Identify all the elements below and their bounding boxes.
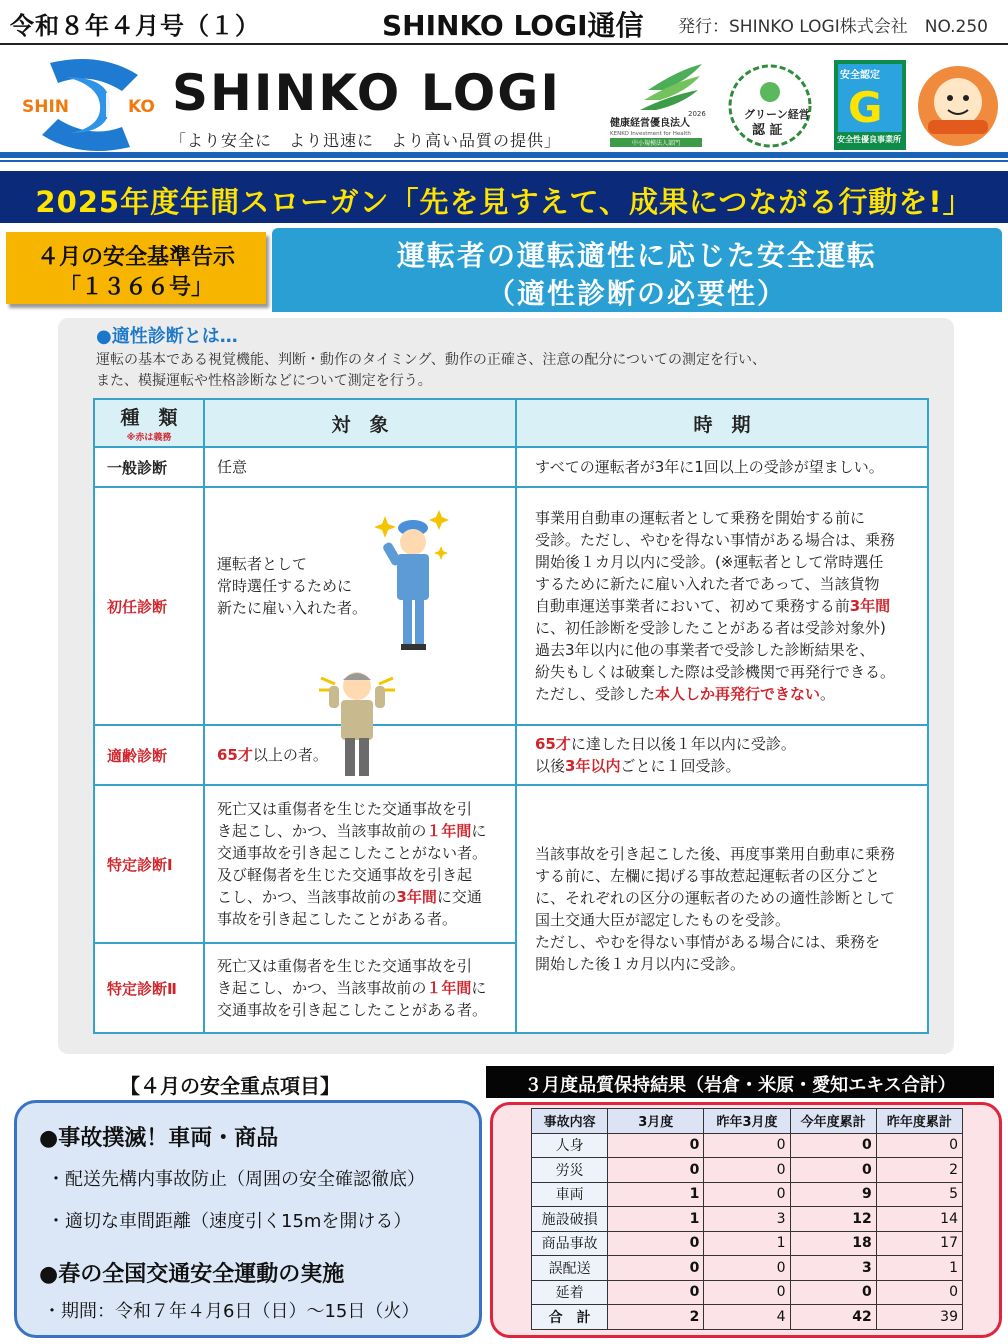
row-label: 合 計 bbox=[532, 1305, 608, 1330]
row-time-line: 開始後１カ月以内に受診。(※運転者として常時選任 bbox=[535, 553, 884, 571]
row-time-line: 過去3年以内に他の事業者で受診した診断結果を、 bbox=[535, 641, 875, 659]
row-value: 39 bbox=[876, 1305, 962, 1330]
row-kind: 特定診断Ⅰ bbox=[94, 785, 204, 943]
row-label: 延着 bbox=[532, 1280, 608, 1305]
row-label: 施設破損 bbox=[532, 1207, 608, 1232]
row-time-line: 紛失もしくは破棄した際は受診機関で再発行できる。 bbox=[535, 663, 896, 681]
row-value: 1 bbox=[608, 1182, 704, 1207]
row-value: 1 bbox=[608, 1207, 704, 1232]
special-diagnosis-time: 当該事故を引き起こした後、再度事業用自動車に乗務 する前に、左欄に掲げる事故惹起運転者の区分ごと に、それぞれの区分の運転者のための適性診断として 国土交通大臣が認定したものを受診。 ただし、やむを得ない事情がある場合には、乗務を 開始した後１カ月以内に受診。 bbox=[516, 785, 928, 1033]
column-header: 昨年度累計 bbox=[876, 1109, 962, 1134]
row-value: 4 bbox=[704, 1305, 790, 1330]
notice-title: 運転者の運転適性に応じた安全運転 bbox=[396, 239, 877, 272]
safety-focus-subitem: ・配送先構内事故防止（周囲の安全確認徹底） bbox=[47, 1169, 425, 1190]
quality-results-heading-bar bbox=[486, 1066, 994, 1098]
row-kind: 一般診断 bbox=[94, 447, 204, 487]
table-row bbox=[532, 1207, 963, 1232]
safety-certified-badge bbox=[834, 60, 906, 150]
row-time-line: するために新たに雇い入れた者であって、当該貨物 bbox=[535, 575, 880, 593]
row-time: すべての運転者が3年に1回以上の受診が望ましい。 bbox=[516, 447, 928, 487]
company-tagline: 「より安全に より迅速に より高い品質の提供」 bbox=[170, 131, 562, 150]
driver-saluting-illustration bbox=[367, 506, 457, 656]
row-value: 1 bbox=[704, 1231, 790, 1256]
senior-worker-illustration bbox=[313, 664, 403, 784]
row-value: 5 bbox=[876, 1182, 962, 1207]
table-row bbox=[532, 1182, 963, 1207]
row-time-line: 受診。ただし、やむを得ない事情がある場合は、乗務 bbox=[535, 531, 896, 549]
divider bbox=[0, 152, 1008, 158]
section-heading: ●適性診断とは… bbox=[96, 326, 238, 347]
table-header-row bbox=[532, 1109, 963, 1134]
row-value: 0 bbox=[608, 1280, 704, 1305]
health-management-badge bbox=[608, 60, 704, 150]
row-value: 17 bbox=[876, 1231, 962, 1256]
row-value: 0 bbox=[608, 1133, 704, 1158]
row-value: 0 bbox=[704, 1256, 790, 1281]
row-value: 14 bbox=[876, 1207, 962, 1232]
health-badge-sub: 中小規模法人部門 bbox=[632, 140, 681, 147]
table-row bbox=[532, 1305, 963, 1330]
health-badge-year: 2026 bbox=[688, 110, 706, 118]
column-header: 昨年3月度 bbox=[704, 1109, 790, 1134]
table-row bbox=[532, 1133, 963, 1158]
table-row bbox=[94, 447, 928, 487]
mascot-badge-icon bbox=[914, 60, 1002, 150]
column-header-kind-note: ※赤は義務 bbox=[126, 433, 172, 443]
table-row bbox=[94, 487, 928, 725]
row-target-line: 運転者として bbox=[217, 555, 308, 573]
row-label: 商品事故 bbox=[532, 1231, 608, 1256]
row-target: 死亡又は重傷者を生じた交通事故を引 き起こし、かつ、当該事故前の１年間に 交通事故を引き起こしたことがない者。 及び軽傷者を生じた交通事故を引き起 こし、かつ、当該事故前の3年間に交通 事故を引き起こしたことがある者。 bbox=[204, 785, 516, 943]
notice-subtitle: （適性診断の必要性） bbox=[486, 277, 787, 310]
safety-badge-letter: G bbox=[848, 83, 883, 132]
table-header-row bbox=[94, 399, 928, 447]
diagnosis-table bbox=[93, 398, 929, 1034]
column-header-kind-label: 種 類 bbox=[120, 407, 178, 429]
divider bbox=[0, 160, 1008, 162]
safety-focus-item: ●事故撲滅！車両・商品 bbox=[39, 1126, 279, 1151]
company-logo-mark bbox=[10, 57, 170, 153]
row-value: 0 bbox=[704, 1182, 790, 1207]
row-time-line: に、初任診断を受診したことがある者は受診対象外) bbox=[535, 619, 886, 637]
table-row bbox=[532, 1280, 963, 1305]
row-value: 42 bbox=[790, 1305, 876, 1330]
column-header: 3月度 bbox=[608, 1109, 704, 1134]
quality-results-heading: ３月度品質保持結果（岩倉・米原・愛知エキス合計） bbox=[524, 1075, 956, 1096]
row-target-line: 新たに雇い入れた者。 bbox=[217, 599, 368, 617]
row-target: 65才以上の者。 bbox=[204, 725, 516, 785]
row-kind: 初任診断 bbox=[94, 487, 204, 725]
row-value: 2 bbox=[876, 1158, 962, 1183]
issue-label: 令和８年４月号（１） bbox=[10, 12, 260, 40]
row-label: 車両 bbox=[532, 1182, 608, 1207]
row-target bbox=[204, 487, 516, 725]
table-row bbox=[532, 1158, 963, 1183]
health-badge-en: KENKO Investment for Health bbox=[610, 131, 691, 137]
safety-focus-heading: 【４月の安全重点項目】 bbox=[120, 1074, 340, 1098]
row-value: 0 bbox=[876, 1133, 962, 1158]
green-management-badge bbox=[720, 60, 820, 150]
safety-badge-title: 安全認定 bbox=[840, 70, 880, 81]
newsletter-title: SHINKO LOGI通信 bbox=[382, 9, 644, 42]
notice-title-banner bbox=[272, 228, 1002, 312]
row-value: 0 bbox=[608, 1256, 704, 1281]
masthead bbox=[0, 0, 1008, 44]
row-kind: 適齢診断 bbox=[94, 725, 204, 785]
row-value: 3 bbox=[790, 1256, 876, 1281]
annual-slogan-banner bbox=[0, 171, 1008, 223]
section-description: 運転の基本である視覚機能、判断・動作のタイミング、動作の正確さ、注意の配分についての測定を行い、 bbox=[96, 352, 767, 368]
column-header-time: 時 期 bbox=[516, 399, 928, 447]
divider bbox=[0, 43, 1008, 45]
row-value: 0 bbox=[704, 1133, 790, 1158]
row-value: 2 bbox=[608, 1305, 704, 1330]
row-time: 65才に達した日以後１年以内に受診。 以後3年以内ごとに１回受診。 bbox=[516, 725, 928, 785]
row-label: 人身 bbox=[532, 1133, 608, 1158]
safety-focus-subitem: ・適切な車間距離（速度引く15mを開ける） bbox=[47, 1211, 412, 1232]
table-row bbox=[94, 785, 928, 943]
section-description: また、模擬運転や性格診断などについて測定を行う。 bbox=[96, 373, 432, 389]
table-row bbox=[532, 1231, 963, 1256]
row-kind: 特定診断Ⅱ bbox=[94, 943, 204, 1033]
row-value: 0 bbox=[608, 1231, 704, 1256]
row-label: 労災 bbox=[532, 1158, 608, 1183]
row-time-line: 事業用自動車の運転者として乗務を開始する前に bbox=[535, 509, 866, 527]
row-value: 9 bbox=[790, 1182, 876, 1207]
row-time bbox=[516, 487, 928, 725]
row-value: 0 bbox=[790, 1280, 876, 1305]
row-value: 3 bbox=[704, 1207, 790, 1232]
row-target-line: 常時選任するために bbox=[217, 577, 353, 595]
row-value: 0 bbox=[704, 1158, 790, 1183]
row-time-line: ただし、受診した本人しか再発行できない。 bbox=[535, 685, 836, 703]
company-name: SHINKO LOGI bbox=[172, 64, 561, 122]
row-target: 死亡又は重傷者を生じた交通事故を引 き起こし、かつ、当該事故前の１年間に 交通事故を引き起こしたことがある者。 bbox=[204, 943, 516, 1033]
notice-label: ４月の安全基準告示 bbox=[36, 245, 235, 270]
row-target: 任意 bbox=[204, 447, 516, 487]
row-time-line: 自動車運送事業者において、初めて乗務する前3年間 bbox=[535, 597, 891, 615]
column-header-target: 対 象 bbox=[204, 399, 516, 447]
column-header-kind bbox=[94, 399, 204, 447]
safety-badge-sub: 安全性優良事業所 bbox=[837, 135, 901, 144]
safety-focus-item: ●春の全国交通安全運動の実施 bbox=[39, 1262, 345, 1287]
notice-number: 「１３６６号」 bbox=[58, 275, 213, 300]
table-row bbox=[94, 725, 928, 785]
row-value: 0 bbox=[704, 1280, 790, 1305]
row-value: 0 bbox=[790, 1158, 876, 1183]
safety-standard-notice bbox=[6, 232, 266, 304]
row-label: 誤配送 bbox=[532, 1256, 608, 1281]
annual-slogan: 2025年度年間スローガン「先を見すえて、成果につながる行動を!」 bbox=[35, 185, 973, 219]
column-header: 事故内容 bbox=[532, 1109, 608, 1134]
quality-results-table bbox=[531, 1108, 963, 1330]
publisher-label: 発行：SHINKO LOGI株式会社 NO.250 bbox=[678, 17, 989, 37]
health-badge-title: 健康経営優良法人 bbox=[610, 118, 690, 129]
safety-focus-subitem: ・期間：令和７年４月6日（日）～15日（火） bbox=[43, 1301, 420, 1322]
row-value: 0 bbox=[608, 1158, 704, 1183]
row-value: 18 bbox=[790, 1231, 876, 1256]
row-value: 0 bbox=[876, 1280, 962, 1305]
green-badge-title: グリーン経営 bbox=[744, 108, 810, 121]
safety-focus-box bbox=[14, 1100, 482, 1338]
green-badge-sub: 認 証 bbox=[752, 123, 783, 138]
row-value: 1 bbox=[876, 1256, 962, 1281]
table-row bbox=[532, 1256, 963, 1281]
row-value: 0 bbox=[790, 1133, 876, 1158]
logo-mark-text-right: KO bbox=[128, 97, 155, 117]
column-header: 今年度累計 bbox=[790, 1109, 876, 1134]
row-value: 12 bbox=[790, 1207, 876, 1232]
logo-mark-text-left: SHIN bbox=[22, 97, 70, 117]
